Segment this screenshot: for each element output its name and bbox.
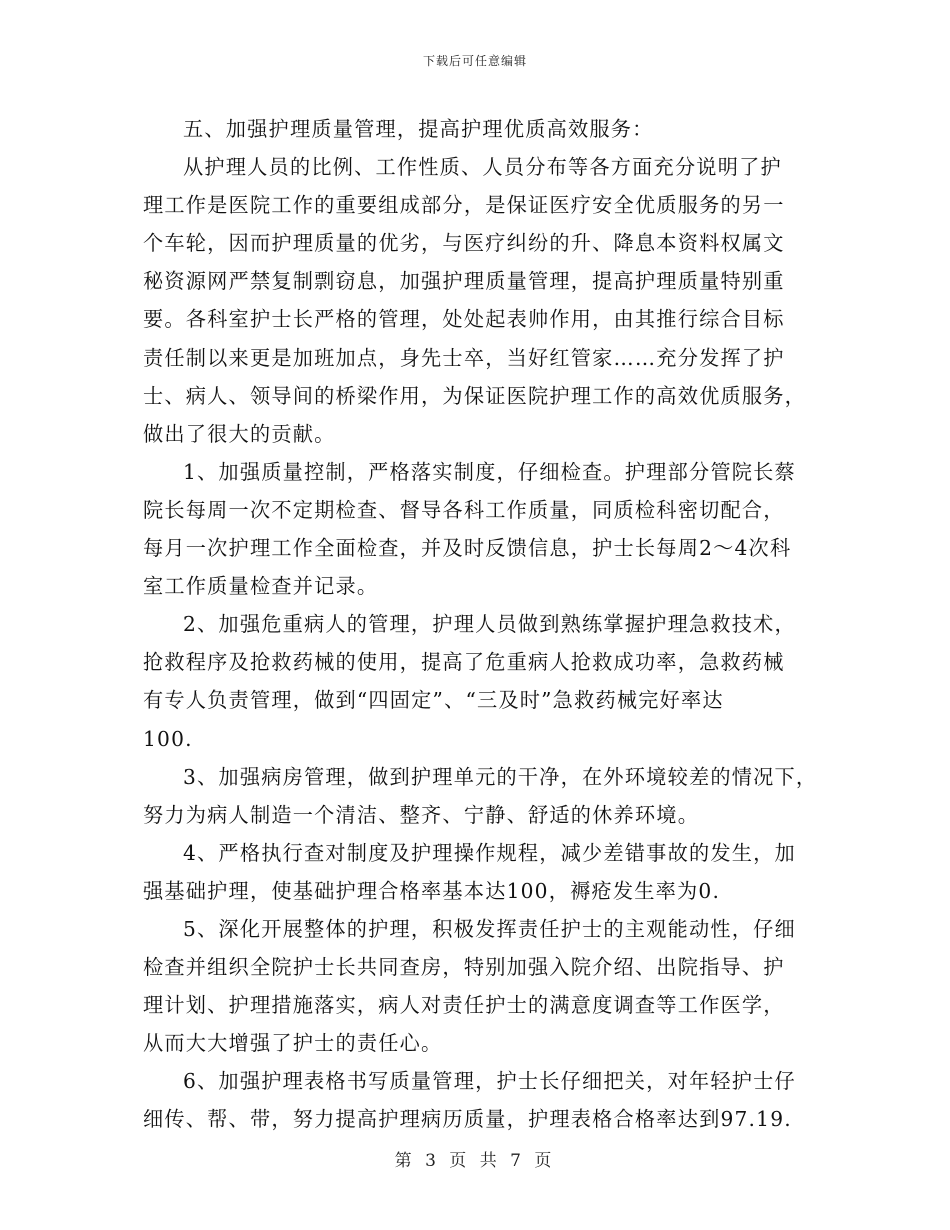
paragraph-line: 1、加强质量控制，严格落实制度，仔细检查。护理部分管院长蔡 bbox=[183, 459, 796, 484]
paragraph-line: 理计划、护理措施落实，病人对责任护士的满意度调查等工作医学， bbox=[143, 993, 785, 1018]
paragraph-line: 4、严格执行查对制度及护理操作规程，减少差错事故的发生，加 bbox=[183, 840, 796, 865]
paragraph-line: 责任制以来更是加班加点，身先士卒，当好红管家……充分发挥了护 bbox=[143, 345, 785, 370]
paragraph-line: 每月一次护理工作全面检查，并及时反馈信息，护士长每周2～4次科 bbox=[143, 536, 792, 561]
paragraph-line: 2、加强危重病人的管理，护理人员做到熟练掌握护理急救技术， bbox=[183, 612, 796, 637]
page-header: 下载后可任意编辑 bbox=[422, 54, 527, 68]
paragraph-line: 100. bbox=[143, 726, 193, 751]
paragraph-line: 努力为病人制造一个清洁、整齐、宁静、舒适的休养环境。 bbox=[143, 802, 700, 827]
paragraph-line: 个车轮，因而护理质量的优劣，与医疗纠纷的升、降息本资料权属文 bbox=[143, 231, 785, 256]
paragraph-line: 士、病人、领导间的桥梁作用，为保证医院护理工作的高效优质服务， bbox=[143, 383, 807, 408]
paragraph-line: 5、深化开展整体的护理，积极发挥责任护士的主观能动性，仔细 bbox=[183, 916, 796, 941]
paragraph-line: 有专人负责管理，做到“四固定”、“三及时”急救药械完好率达 bbox=[143, 688, 724, 713]
paragraph-line: 3、加强病房管理，做到护理单元的干净，在外环境较差的情况下， bbox=[183, 764, 818, 789]
paragraph-line: 做出了很大的贡献。 bbox=[143, 421, 336, 446]
section-heading: 五、加强护理质量管理，提高护理优质高效服务： bbox=[183, 117, 654, 141]
paragraph-line: 强基础护理，使基础护理合格率基本达100，褥疮发生率为0. bbox=[143, 878, 721, 903]
paragraph-line: 理工作是医院工作的重要组成部分，是保证医疗安全优质服务的另一 bbox=[143, 193, 785, 218]
paragraph-line: 抢救程序及抢救药械的使用，提高了危重病人抢救成功率，急救药械 bbox=[143, 650, 785, 675]
paragraph-line: 要。各科室护士长严格的管理，处处起表帅作用，由其推行综合目标 bbox=[143, 307, 785, 332]
paragraph-line: 院长每周一次不定期检查、督导各科工作质量，同质检科密切配合， bbox=[143, 497, 785, 522]
page-footer: 第 3 页 共 7 页 bbox=[394, 1151, 556, 1171]
document-body bbox=[143, 110, 823, 1139]
paragraph-line: 细传、帮、带，努力提高护理病历质量，护理表格合格率达到97.19. bbox=[143, 1107, 792, 1132]
paragraph-line: 从护理人员的比例、工作性质、人员分布等各方面充分说明了护 bbox=[183, 155, 782, 180]
paragraph-line: 6、加强护理表格书写质量管理，护士长仔细把关，对年轻护士仔 bbox=[183, 1069, 796, 1094]
paragraph-line: 秘资源网严禁复制剽窃息，加强护理质量管理，提高护理质量特别重 bbox=[143, 269, 785, 294]
paragraph-line: 室工作质量检查并记录。 bbox=[143, 574, 379, 599]
paragraph-line: 从而大大增强了护士的责任心。 bbox=[143, 1031, 443, 1056]
paragraph-line: 检查并组织全院护士长共同查房，特别加强入院介绍、出院指导、护 bbox=[143, 955, 785, 980]
